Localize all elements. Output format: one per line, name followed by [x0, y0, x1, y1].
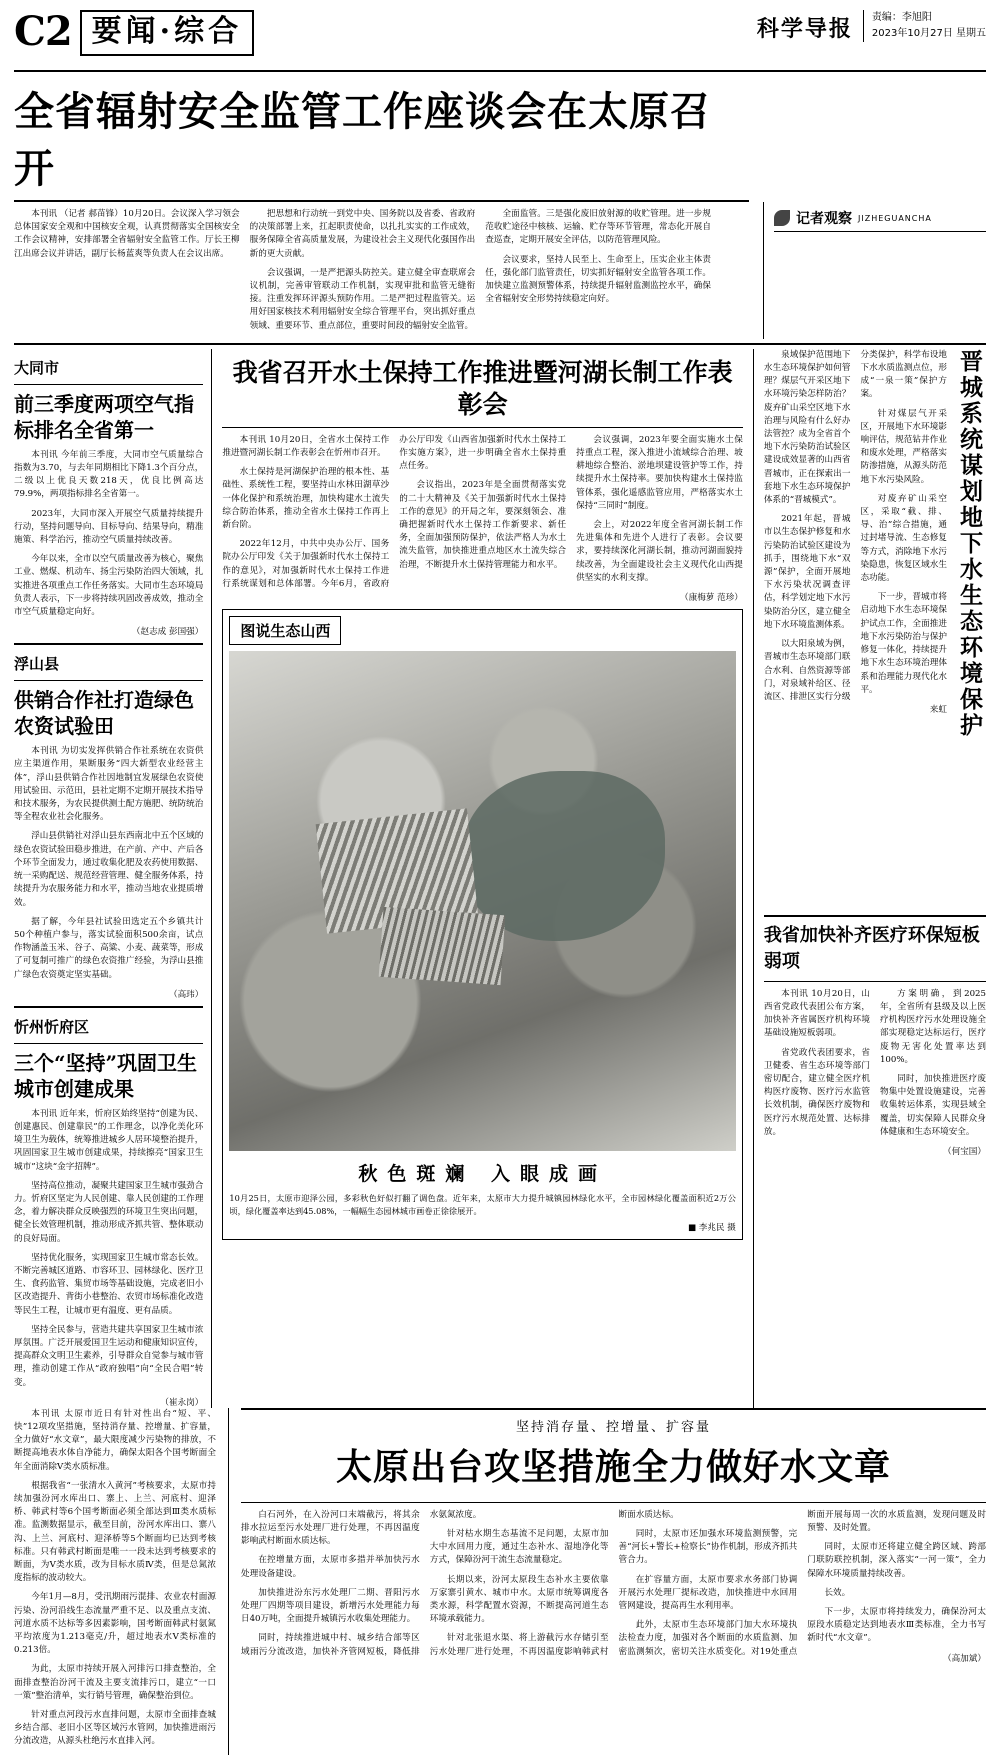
- main-grid: [0, 349, 1000, 1408]
- center-para: 本刊讯 10月20日，全省水土保持工作推进暨河湖长制工作表彰会在忻州市召开。: [222, 434, 390, 459]
- right-top-text: [764, 349, 947, 715]
- xinzhou-para: 本刊讯 近年来，忻府区始终坚持“创建为民、创建惠民、创建靠民”的工作理念，以净化美化环境卫生为载体，统筹推进城乡人居环境整治提升，巩固国家卫生城市创建成果，持续擦亮“国家卫生城市”这块“金字招牌”。: [14, 1108, 204, 1172]
- editor-line: 责编：李旭阳: [871, 12, 932, 23]
- bottom-para: 同时，持续推进城中村、城乡结合部等区域雨污分流改造，加快补齐管网短板，降低排水氨氮浓度。: [241, 1509, 482, 1657]
- bottom-section: [0, 1408, 1000, 1755]
- datong-headline: 前三季度两项空气指标排名全省第一: [14, 391, 194, 442]
- banner: [241, 1408, 986, 1496]
- divider: [764, 981, 986, 982]
- right-mid-text: [764, 988, 986, 1157]
- lead-col-1: [14, 208, 250, 339]
- bottom-para: 针对重点河段污水直排问题，太原市全面排查城乡结合部、老旧小区等区域污水管网，加快推进雨污分流改造，从源头杜绝污水直排入河。: [14, 1710, 216, 1747]
- center-para: 水土保持是河湖保护治理的根本性、基础性、系统性工程，要坚持山水林田湖草沙一体化保护和系统治理，加快构建水土流失综合防治体系，推动全省水土保持工作再上新台阶。: [222, 467, 390, 531]
- bottom-para: 针对北张退水渠、将上游截污水存储引至污水处理厂进行处理，不再因温度影响韩武村断面水质达标。: [429, 1509, 679, 1657]
- photo-section-label: 图说生态山西: [229, 616, 341, 645]
- right-mid-headline: 我省加快补齐医疗环保短板弱项: [763, 924, 980, 972]
- right-mid-para: 方案明确，到2025年，全省所有县级及以上医疗机构医疗污水处理设施全部实现稳定达标运行，医疗废物无害化处置率达到100%。: [879, 988, 986, 1065]
- lead-story-columns: [0, 202, 735, 339]
- datong-para: 今年以来，全市以空气质量改善为核心，聚焦工业、燃煤、机动车、扬尘污染防治四大领域，扎实推进各项重点工作任务落实。大同市生态环境局负责人表示，下一步将持续巩固改善成效，推动全市空气质量稳定向好。: [14, 554, 204, 618]
- xinzhou-para: 坚持优化服务，实现国家卫生城市常态长效。不断完善城区道路、市容环卫、园林绿化、医疗卫生、食药监管、集贸市场等基础设施，完成老旧小区改造提升、背街小巷整治、农贸市场标准化改造等民生工程，让城市更有温度、更有品质。: [14, 1252, 204, 1316]
- right-top-para: 泉域保护范围地下水生态环境保护如何管理？煤层气开采区地下水环境污染怎样防治？废弃矿山采空区地下水治理与风险有什么好办法管控？成为全省首个地下水污染防治试验区建设成效显著的山西省晋城市，正在探索出一套地下水生态环境保护体系的“晋城模式”。: [763, 349, 851, 506]
- center-story-text: [222, 434, 743, 603]
- leaf-icon: [774, 210, 790, 226]
- right-mid-para: 本刊讯 10月20日，山西省党政代表团公布方案，加快补齐省属医疗机构环境基础设施短板弱项。: [763, 988, 870, 1039]
- center-byline: （康梅萝 范珍）: [680, 593, 743, 604]
- bottom-para: 此外，太原市生态环境部门加大水环境执法检查力度，加强对各个断面的水质监测、加密监测频次，密切关注水质变化。对19处重点断面开展每周一次的水质监测，发现问题及时预警、及时处置。: [618, 1509, 986, 1657]
- banner-headline: 太原出台攻坚措施全力做好水文章: [335, 1445, 891, 1488]
- bottom-para: 同时，太原市还将建立健全跨区域、跨部门联防联控机制，深入落实“一河一策”，全力保障水环境质量持续改善。: [807, 1542, 986, 1579]
- right-top-byline: 来虹: [929, 704, 947, 715]
- fushan-headline: 供销合作社打造绿色农资试验田: [14, 688, 194, 739]
- lead-para: 会议要求，坚持人民至上、生命至上，压实企业主体责任，强化部门监管责任，切实抓好辐射安全监管各项工作。加快建立监测预警体系，持续提升辐射监测监控水平，确保全省辐射安全形势持续稳定向好。: [485, 254, 711, 305]
- right-top-para: 2021年起，晋城市以生态保护修复和水污染防治试验区建设为抓手，围绕地下水“双源”保护，全面开展地下水污染状况调查评估，科学划定地下水污染防治分区，建立健全地下水环境监测体系。: [763, 514, 851, 630]
- right-top-para: 针对煤层气开采区，开展地下水环境影响评估，规范钻井作业和废水处理，严格落实防渗措施，从源头防范地下水污染风险。: [860, 408, 947, 485]
- photo-image: [229, 651, 736, 1151]
- bottom-para: 长期以来，汾河太原段生态补水主要依靠万家寨引黄水、城市中水。太原市统筹调度各类水源，科学配置水资源，不断提高河道生态环境承载能力。: [429, 1574, 609, 1625]
- right-top-para: 对废弃矿山采空区，采取“截、排、导、治”综合措施，通过封堵导流、生态修复等方式，消除地下水污染隐患，恢复区域水生态功能。: [860, 493, 947, 584]
- bottom-banner-col: [229, 1408, 986, 1755]
- right-vertical-headline: 晋城系统谋划地下水生态环境保护: [956, 348, 983, 739]
- bottom-lead-col: [14, 1408, 229, 1755]
- lead-headline: 全省辐射安全监管工作座谈会在太原召开: [14, 88, 711, 192]
- center-para: 会议强调，2023年要全面实施水土保持重点工程，深入推进小流域综合治理、坡耕地综合整治、淤地坝建设管护等工作，持续提升水土保持率。要加快构建水土保持监管体系，强化遥感监管应用，严格落实水土保持“三同时”制度。: [576, 434, 743, 511]
- right-top-para: 下一步，晋城市将启动地下水生态环境保护试点工作，全面推进地下水污染防治与保护修复一体化，持续提升地下水生态环境治理体系和治理能力现代化水平。: [860, 592, 947, 695]
- photo-title: 秋色斑斓 入眼成画: [358, 1163, 607, 1186]
- bottom-para: 针对枯水期生态基流不足问题，太原市加大中水回用力度，通过生态补水、湿地净化等方式，保障汾河干流生态流量稳定。: [429, 1528, 609, 1566]
- section-title: 要闻·综合: [80, 10, 254, 56]
- divider: [14, 680, 203, 681]
- datong-byline: （赵志成 彭国强）: [131, 627, 204, 638]
- xinzhou-para: 坚持高位推动，凝聚共建国家卫生城市强劲合力。忻府区坚定为人民创建、靠人民创建的工作理念，着力解决群众反映强烈的环境卫生突出问题，健全长效管理机制，推动形成齐抓共管、整体联动的良好局面。: [14, 1180, 204, 1244]
- divider: [222, 427, 743, 428]
- divider: [14, 1006, 203, 1008]
- center-para: 2022年12月，中共中央办公厅、国务院办公厅印发《关于加强新时代水土保持工作的意见》，对加强新时代水土保持工作进行系统谋划和总体部署。今年6月，省政府办公厅印发《山西省加强新时代水土保持工作实施方案》，进一步明确全省水土保持重点任务。: [222, 434, 567, 589]
- masthead: [0, 0, 1000, 68]
- left-column: [14, 349, 212, 1408]
- date-line: 2023年10月27日 星期五: [871, 28, 986, 39]
- divider: [764, 915, 986, 917]
- center-column: [212, 349, 753, 1408]
- banner-kicker: 坚持消存量、控增量、扩容量: [515, 1419, 711, 1435]
- lead-para: 把思想和行动统一到党中央、国务院以及省委、省政府的决策部署上来，扛起职责使命，以扎扎实实的工作成效，服务保障全省高质量发展，为建设社会主义现代化强国作出新的更大贡献。: [249, 209, 476, 259]
- right-mid-para: 同时，加快推进医疗废物集中处置设施建设，完善收集转运体系，实现县域全覆盖，切实保障人民群众身体健康和生态环境安全。: [879, 1074, 986, 1137]
- xinzhou-para: 坚持全民参与，营造共建共享国家卫生城市浓厚氛围。广泛开展爱国卫生运动和健康知识宣传，提高群众文明卫生素养，引导群众自觉参与城市管理，推动创建工作从“政府独唱”向“全民合唱”转变。: [14, 1324, 204, 1388]
- bottom-byline: （高加斌）: [943, 1653, 986, 1664]
- right-top-para: 以大阳泉域为例，晋城市生态环境部门联合水利、自然资源等部门，对泉域补给区、径流区、排泄区实行分级分类保护，科学布设地下水水质监测点位，形成“一泉一策”保护方案。: [763, 349, 947, 702]
- fushan-byline: （高玮）: [168, 989, 204, 1000]
- fushan-para: 浮山县供销社对浮山县东西南北中五个区域的绿色农资试验田稳步推进，在产前、产中、产后各个环节全面发力，通过收集化肥及农药使用数据、统一采购配送、规范经营管理、健全服务体系，持续提升为农服务能力和水平，推动当地农业提质增效。: [14, 831, 204, 908]
- bottom-lead-para: 本刊讯 太原市近日有针对性出台“短、平、快”12项攻坚措施，坚持消存量、控增量、扩容量，全力做好“水文章”，最大限度减少污染物的排放，不断提高地表水体自净能力，确保太阳各个国考断面全年全面消除Ⅴ类水质标准。: [14, 1408, 216, 1472]
- city-tag-datong: 大同市: [14, 358, 60, 377]
- photo-caption: 10月25日，太原市迎泽公园，多彩秋色好似打翻了调色盘。近年来，太原市大力提升城镇园林绿化水平，全市园林绿化覆盖面积近2万公顷，绿化覆盖率达到45.08%，一幅幅生态园林城市画卷正徐徐展开。: [229, 1193, 736, 1216]
- rule-section: [14, 343, 986, 345]
- bottom-para: 根据我省“一张清水入黄河”考核要求，太原市持续加强汾河水库出口、寨上、上兰、河底村、迎泽桥、韩武村等6个国考断面必须全部达到Ⅲ类水质标准。监测数据显示，截至目前，汾河水库出口、寨八沟、上兰、河底村、迎泽桥等5个断面均已达到考核标准。只有韩武村断面是唯一一段未达到考核要求的断面，为Ⅴ类水质，改为目标水质Ⅳ类，但是总氮浓度指标的波动较大。: [14, 1480, 216, 1584]
- city-tag-fushan: 浮山县: [14, 655, 60, 674]
- divider: [241, 1502, 986, 1503]
- photo-roof-shape-2: [379, 907, 505, 985]
- photo-feature: [222, 609, 743, 1240]
- lead-col-2: [250, 208, 486, 339]
- badge-label-pinyin: JIZHEGUANCHA: [858, 213, 932, 223]
- bottom-para: 为此，太原市持续开展入河排污口排查整治，全面排查整治汾河干流及主要支流排污口，建立“一口一策”整治清单，实行销号管理，确保整治到位。: [14, 1664, 216, 1701]
- xinzhou-byline: （崔永岗）: [160, 1397, 204, 1408]
- datong-para: 本刊讯 今年前三季度，大同市空气质量综合指数为3.70，与去年同期相比下降1.3个百分点，二级以上优良天数218天，优良比例高达79.9%，两项指标排名全省第一。: [14, 449, 204, 500]
- fushan-para: 本刊讯 为切实发挥供销合作社系统在农资供应主渠道作用，果断服务“四大新型农业经营主体”，浮山县供销合作社因地制宜发展绿色农资使用试验田、示范田，县社定期不定期开展技术指导和技术服务，为农民提供测土配方施肥、统防统治等全程农业社会化服务。: [14, 746, 204, 823]
- bottom-para: 下一步，太原市将持续发力，确保汾河太原段水质稳定达到地表水Ⅲ类标准，全力书写新时代“水文章”。: [807, 1607, 986, 1644]
- datong-para: 2023年，大同市深入开展空气质量持续提升行动，坚持问题导向、目标导向、结果导向，精准施策、科学治污，推动空气质量持续改善。: [14, 508, 204, 546]
- lead-col-3: [485, 208, 721, 339]
- lead-para: 会议强调，一是严把源头防控关。建立健全审查联席会议机制，完善审管联动工作机制，实现审批和监管无缝衔接。注重发挥环评源头预防作用。二是严把过程监管关。运用好国家核技术利用辐射安全综合管理平台，突出抓好重点领域、重要环节、重点部位，重要时间段的辐射安全监管。: [249, 267, 476, 331]
- divider: [14, 643, 203, 645]
- center-para: 会议指出，2023年是全面贯彻落实党的二十大精神及《关于加强新时代水土保持工作的意见》的开局之年，要深刻领会、准确把握新时代水土保持工作新要求、新任务，全面加强预防保护，依法严格人为水土流失监管，加快推进重点地区水土流失综合治理，不断提升水土保持管理能力和水平。: [399, 480, 567, 570]
- right-column: [753, 349, 986, 1408]
- bottom-para: 在控增量方面，太原市多措并举加快污水处理设备建设。: [241, 1555, 420, 1579]
- center-para: 会上，对2022年度全省河湖长制工作先进集体和先进个人进行了表彰。会议要求，要持续深化河湖长制，推动河湖面貌持续改善，为全面建设社会主义现代化山西提供坚实的水利支撑。: [576, 520, 743, 583]
- bottom-para: 今年1月—8月，受汛期雨污混排、农业农村面源污染、汾河沿线生态流量严重不足、以及重点支流、河道水质不达标等多因素影响，国考断面韩武村氨氮平均浓度为1.213毫克/升，超过地表水Ⅴ类标准的0.213倍。: [14, 1592, 216, 1656]
- bottom-para: 加快推进汾东污水处理厂二期、晋阳污水处理厂四期等项目建设，新增污水处理能力每日40万吨，全面提升城镇污水收集处理能力。: [241, 1587, 420, 1625]
- right-mid-byline: （何宝国）: [943, 1147, 986, 1158]
- observation-badge-col: [763, 202, 1000, 339]
- publication-meta: [863, 10, 986, 42]
- bottom-para: 同时，太原市还加强水环境监测预警，完善“河长+警长+检察长”协作机制，形成齐抓共管合力。: [618, 1528, 798, 1566]
- bottom-para: 长效。: [824, 1587, 851, 1598]
- divider: [14, 384, 203, 385]
- bottom-para: 在扩容量方面，太原市要求水务部门协调开展污水处理厂提标改造，加快推进中水回用管网建设，提高再生水利用率。: [618, 1574, 798, 1611]
- page-number: C2: [14, 8, 72, 55]
- center-headline: 我省召开水土保持工作推进暨河湖长制工作表彰会: [232, 357, 733, 419]
- lead-para: 本刊讯 （记者 郝苗锋）10月20日。会议深入学习领会总体国家安全观和中国核安全观，认真贯彻落实全国核安全工作会议精神，安排部署全省辐射安全监管工作。厅长王柳江出席会议并讲话，副厅长杨蓝爽等负责人在会议出席。: [14, 209, 240, 259]
- bottom-para: 白石河外，在入汾河口末端截污，将其余排水拉运至污水处理厂进行处理，不再因温度影响武村断面水质达标。: [241, 1509, 420, 1547]
- right-mid-para: 省党政代表团要求，省卫健委、省生态环境等部门密切配合，建立健全医疗机构医疗废物、医疗污水监管长效机制，确保医疗废物和医疗污水规范处置、达标排放。: [763, 1047, 870, 1137]
- lead-para: 全面监管。三是强化废旧放射源的收贮管理。进一步规范收贮途径中核核、运输、贮存等环节管理，常态化开展自查巡查，定期开展安全评估，以防范管理风险。: [485, 209, 711, 246]
- badge-label-cn: 记者观察: [796, 211, 852, 227]
- city-tag-xinzhou: 忻州忻府区: [14, 1017, 90, 1036]
- masthead-right: [757, 10, 986, 43]
- bottom-banner-text: [241, 1509, 986, 1664]
- xinzhou-headline: 三个“坚持”巩固卫生城市创建成果: [14, 1050, 198, 1101]
- paper-name: 科学导报: [756, 16, 853, 42]
- fushan-para: 据了解，今年县社试验田选定五个乡镇共计50个种植户参与，落实试验面积500余亩，试点作物涵盖玉米、谷子、高粱、小麦、蔬菜等，形成了可复制可推广的绿色农资推广经验，为浮山县推广绿色农资奠定坚实基础。: [14, 916, 204, 980]
- divider: [14, 1043, 203, 1044]
- reporter-observation-badge: [774, 208, 986, 232]
- photo-credit: ■ 李兆民 摄: [687, 1223, 736, 1234]
